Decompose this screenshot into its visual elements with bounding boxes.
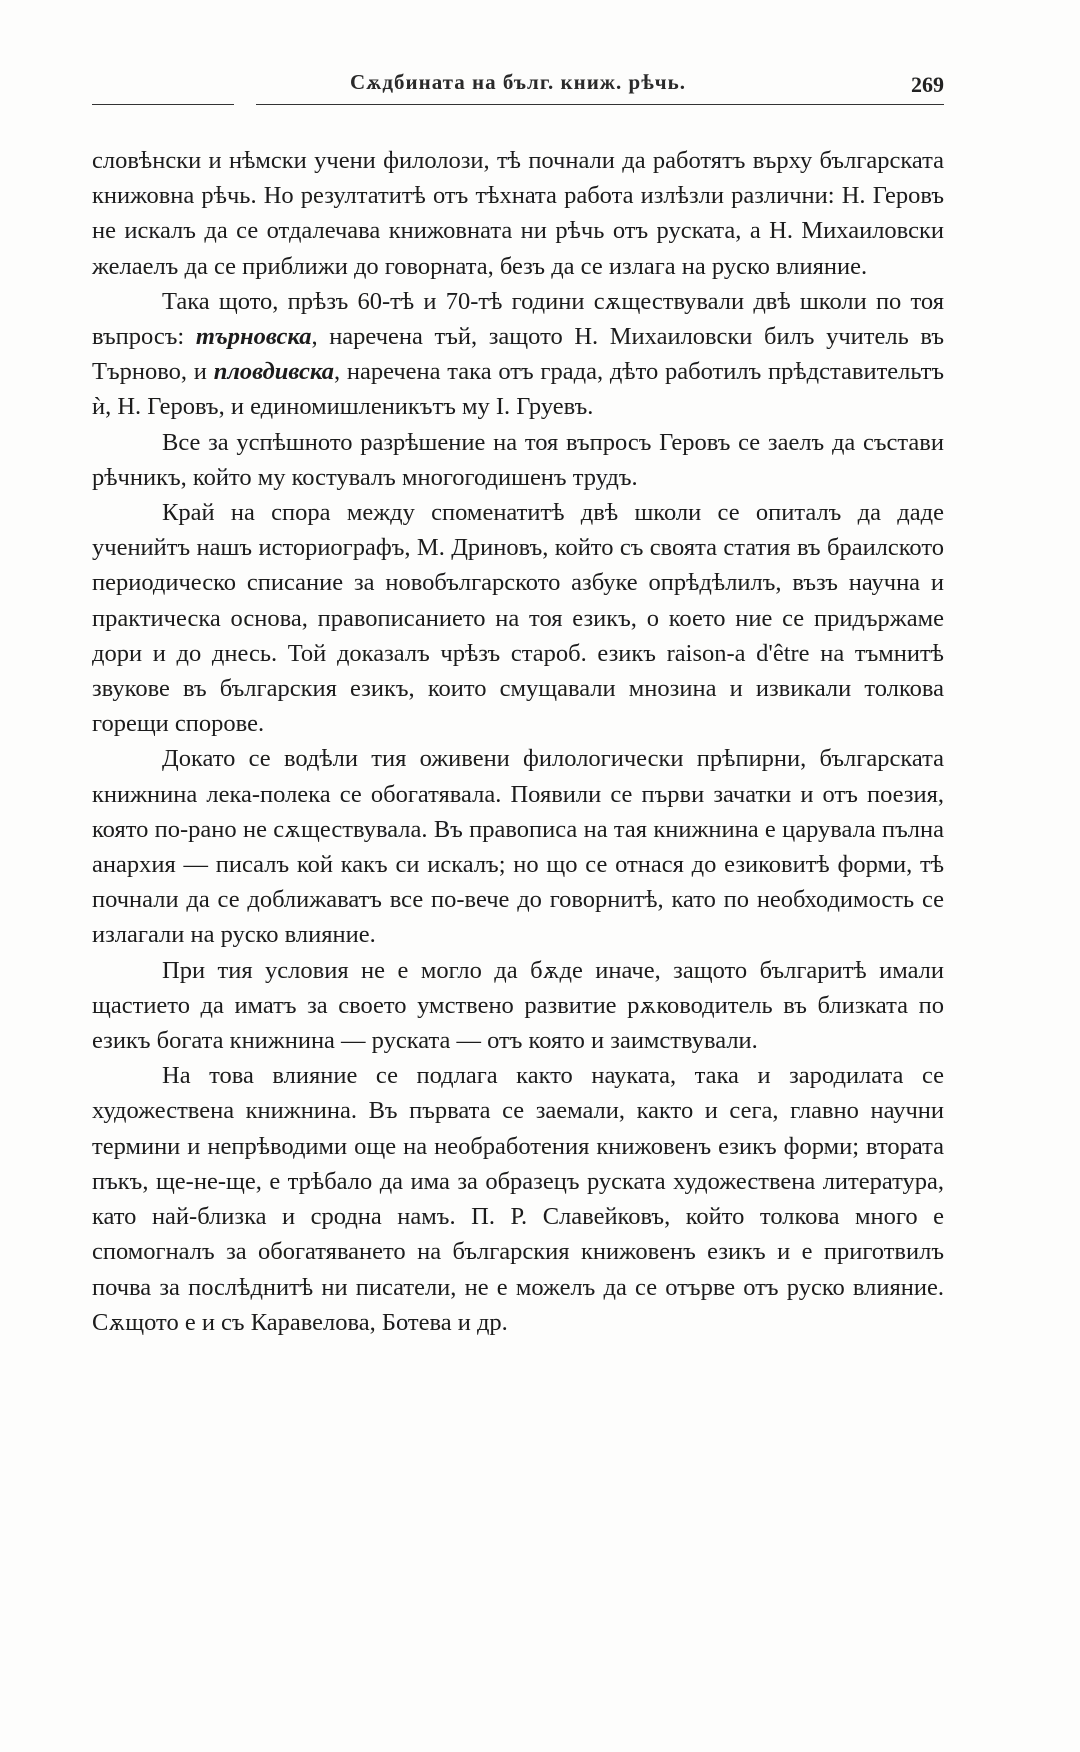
running-title: Сѫдбината на бълг. книж. рѣчь. [349, 70, 687, 94]
emphasis-tarnovska: търновска [195, 323, 312, 351]
page-number: 269 [911, 72, 944, 97]
paragraph-2-part-a: Така щото, прѣзъ 60-тѣ и 70-тѣ години сѫществували двѣ школи по тоя въпросъ: [92, 287, 944, 351]
paragraph-4: Край на спора между споменатитѣ двѣ школи се опиталъ да даде ученийтъ нашъ историографъ, М. Дриновъ, който съ своята статия въ браилското периодическо списание за новобългарското азбуке опрѣдѣлилъ, възъ научна и практическа основа, правописанието на тоя езикъ, о което ние се придържаме дори и до днесь. Той доказалъ чрѣзъ староб. езикъ raison-a d'être на тъмнитѣ звукове въ българския езикъ, които смущавали мнозина и извикали толкова горещи спорове. [92, 499, 944, 738]
emphasis-plovdivska: пловдивска [213, 358, 334, 386]
paragraph-2 [92, 284, 944, 425]
paragraph-5: Докато се водѣли тия оживени филологически прѣпирни, българската книжнина лека-полека се обогатявала. Появили се първи зачатки и отъ поезия, която по-рано не сѫществувала. Въ правописа на тая книжнина е царувала пълна анархия — писалъ кой какъ си искалъ; но що се отнася до езиковитѣ форми, тѣ почнали да се доближаватъ все по-вече до говорнитѣ, като по необходимость се излагали на руско влияние. [92, 745, 944, 949]
body-text [92, 143, 944, 1340]
running-header [92, 64, 944, 108]
paragraph-2-part-c: , наречена така отъ града, дѣто работилъ прѣдставительтъ ѝ, Н. Геровъ, и единомишленикътъ му І. Груевъ. [92, 358, 944, 421]
paragraph-7: На това влияние се подлага както науката, така и зародилата се художествена книжнина. Въ първата се заемали, както и сега, главно научни термини и непрѣводими още на необработения книжовенъ езикъ форми; втората пъкъ, ще-не-ще, е трѣбало да има за образецъ руската художествена литература, като най-близка и сродна намъ. П. Р. Славейковъ, който толкова много е спомогналъ за обогатяването на българския книжовенъ езикъ и е приготвилъ почва за послѣднитѣ ни писатели, не е можелъ да се отърве отъ руско влияние. Сѫщото е и съ Каравелова, Ботева и др. [92, 1062, 944, 1336]
paragraph-6: При тия условия не е могло да бѫде иначе, защото българитѣ имали щастието да иматъ за своето умствено развитие рѫководитель въ близката по езикъ богата книжнина — руската — отъ която и заимствували. [92, 956, 944, 1055]
header-rule [92, 104, 944, 105]
paragraph-3: Все за успѣшното разрѣшение на тоя въпросъ Геровъ се заелъ да състави рѣчникъ, който му костувалъ многогодишенъ трудъ. [92, 428, 944, 491]
header-rule-gap [234, 101, 256, 107]
paragraph-2-part-b: , наречена тъй, защото Н. Михаиловски билъ учитель въ Търново, и [92, 323, 944, 386]
paragraph-1: словѣнски и нѣмски учени филолози, тѣ почнали да работятъ върху българската книжовна рѣчь. Но резултатитѣ отъ тѣхната работа излѣзли различни: Н. Геровъ не искалъ да се отдалечава книжовната ни рѣчь отъ руската, а Н. Михаиловски желаелъ да се приближи до говорната, безъ да се излага на руско влияние. [92, 147, 944, 280]
